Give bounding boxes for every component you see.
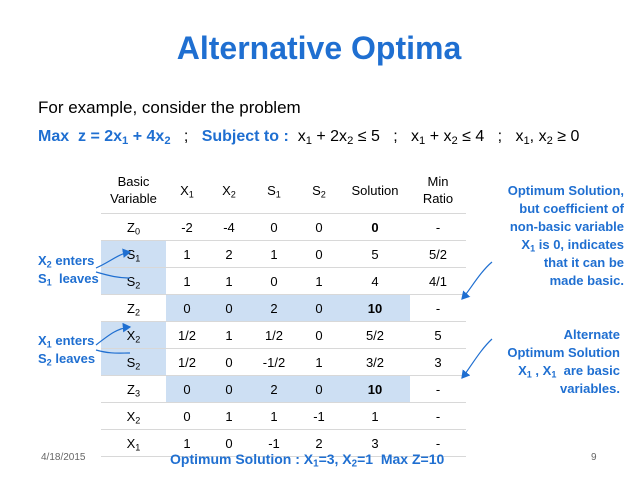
table-cell: 1 [315,354,323,370]
table-cell: 3/2 [365,354,385,370]
basic-variable-cell: $S_2$ [101,349,166,376]
constraint-1: $x_1 + 2x_2 \le 5$ [297,128,380,147]
table-cell: 0 [225,435,233,451]
table-cell: 1 [315,273,323,289]
table-cell: 0 [183,408,191,424]
arrow-optimum [462,262,492,299]
table-cell: 5 [371,246,379,262]
optimum-summary: Optimum Solution : $X_1=3$, $X_2=1$ Max Z=10 [170,451,445,470]
table-cell: 0 [166,376,208,403]
pivot-note-1: $X_2$ enters $S_1$ leaves [38,253,99,288]
page-number: 9 [591,452,597,463]
table-cell: 10 [340,376,410,403]
alternate-note: Alternate Optimum Solution $X_1$ , $X_1$ are basic variables. [507,327,620,396]
subject-to-label: Subject to : [201,128,289,145]
arrow-pivot-2 [96,327,130,345]
column-header: $S_1$ [267,182,281,199]
table-cell: 2 [250,376,298,403]
table-cell: 5 [434,327,442,343]
basic-variable-cell: $S_2$ [101,268,166,295]
column-header: $S_2$ [312,182,326,199]
table-cell: 0 [166,295,208,322]
table-cell: 5/2 [365,327,385,343]
table-cell: 0 [208,295,250,322]
table-cell: 3 [434,354,442,370]
separator: ; [183,128,189,145]
max-label: Max [38,128,70,145]
basic-variable-cell: $S_1$ [101,241,166,268]
constraint-2: $x_1 + x_2 \le 4$ [411,128,485,147]
table-cell: 0 [315,327,323,343]
arrow-pivot-1b [96,272,130,278]
table-cell: 0 [298,376,340,403]
table-cell: -1 [313,408,325,424]
separator: ; [497,128,503,145]
arrow-pivot-1 [96,252,130,268]
table-cell: 1 [371,408,379,424]
table-cell: 0 [270,219,278,235]
table-cell: 4 [371,273,379,289]
table-cell: 1 [183,435,191,451]
column-header: Basic Variable [110,174,157,206]
table-cell: 1 [270,408,278,424]
objective-function: $z = 2x_1 + 4x_2$ [78,128,171,147]
nonnegativity-constraint: $x_1$, $x_2 \ge 0$ [515,128,580,147]
table-cell: 1/2 [264,327,284,343]
table-cell: 2 [225,246,233,262]
column-header: Solution [351,182,399,198]
basic-variable-cell: $X_2$ [126,408,141,425]
table-cell: -2 [181,219,193,235]
basic-variable-cell: $Z_3$ [126,381,140,398]
table-cell: 5/2 [428,246,448,262]
table-cell: 2 [315,435,323,451]
basic-variable-cell: $Z_2$ [126,300,140,317]
column-header: Min Ratio [422,174,454,206]
slide-title: Alternative Optima [176,30,462,66]
table-cell: 1 [183,273,191,289]
table-cell: -1 [268,435,280,451]
table-cell: 0 [270,273,278,289]
optimum-note: Optimum Solution, but coefficient of non-basic variable $X_1$ is 0, indicates that it can be made basic. [507,183,624,288]
table-cell: 0 [371,219,379,235]
basic-variable-cell: $Z_0$ [126,219,140,236]
table-cell: -4 [223,219,235,235]
table-cell: - [435,219,441,235]
table-cell: - [435,408,441,424]
basic-variable-cell: $X_2$ [101,322,166,349]
table-cell: - [435,435,441,451]
table-cell: 0 [315,246,323,262]
table-cell: 1 [225,327,233,343]
table-cell: 0 [298,295,340,322]
table-cell: 0 [225,354,233,370]
intro-text: For example, consider the problem [38,98,301,117]
table-cell: - [435,300,441,316]
table-cell: 1 [225,273,233,289]
footer-date: 4/18/2015 [41,452,86,463]
table-cell: 3 [371,435,379,451]
table-cell: 0 [315,219,323,235]
table-cell: 1/2 [177,327,197,343]
arrow-alternate [462,339,492,378]
table-cell: 1 [225,408,233,424]
table-cell: 2 [250,295,298,322]
table-cell: -1/2 [262,354,286,370]
column-header: $X_1$ [180,182,194,199]
table-cell: 10 [340,295,410,322]
table-cell: 0 [208,376,250,403]
pivot-note-2: $X_1$ enters $S_2$ leaves [38,333,96,368]
table-cell: 1 [183,246,191,262]
table-cell: - [435,381,441,397]
column-header: $X_2$ [222,182,236,199]
table-cell: 4/1 [428,273,448,289]
basic-variable-cell: $X_1$ [126,435,141,452]
arrow-pivot-2b [96,350,130,353]
table-cell: 1/2 [177,354,197,370]
table-cell: 1 [270,246,278,262]
separator: ; [393,128,398,145]
